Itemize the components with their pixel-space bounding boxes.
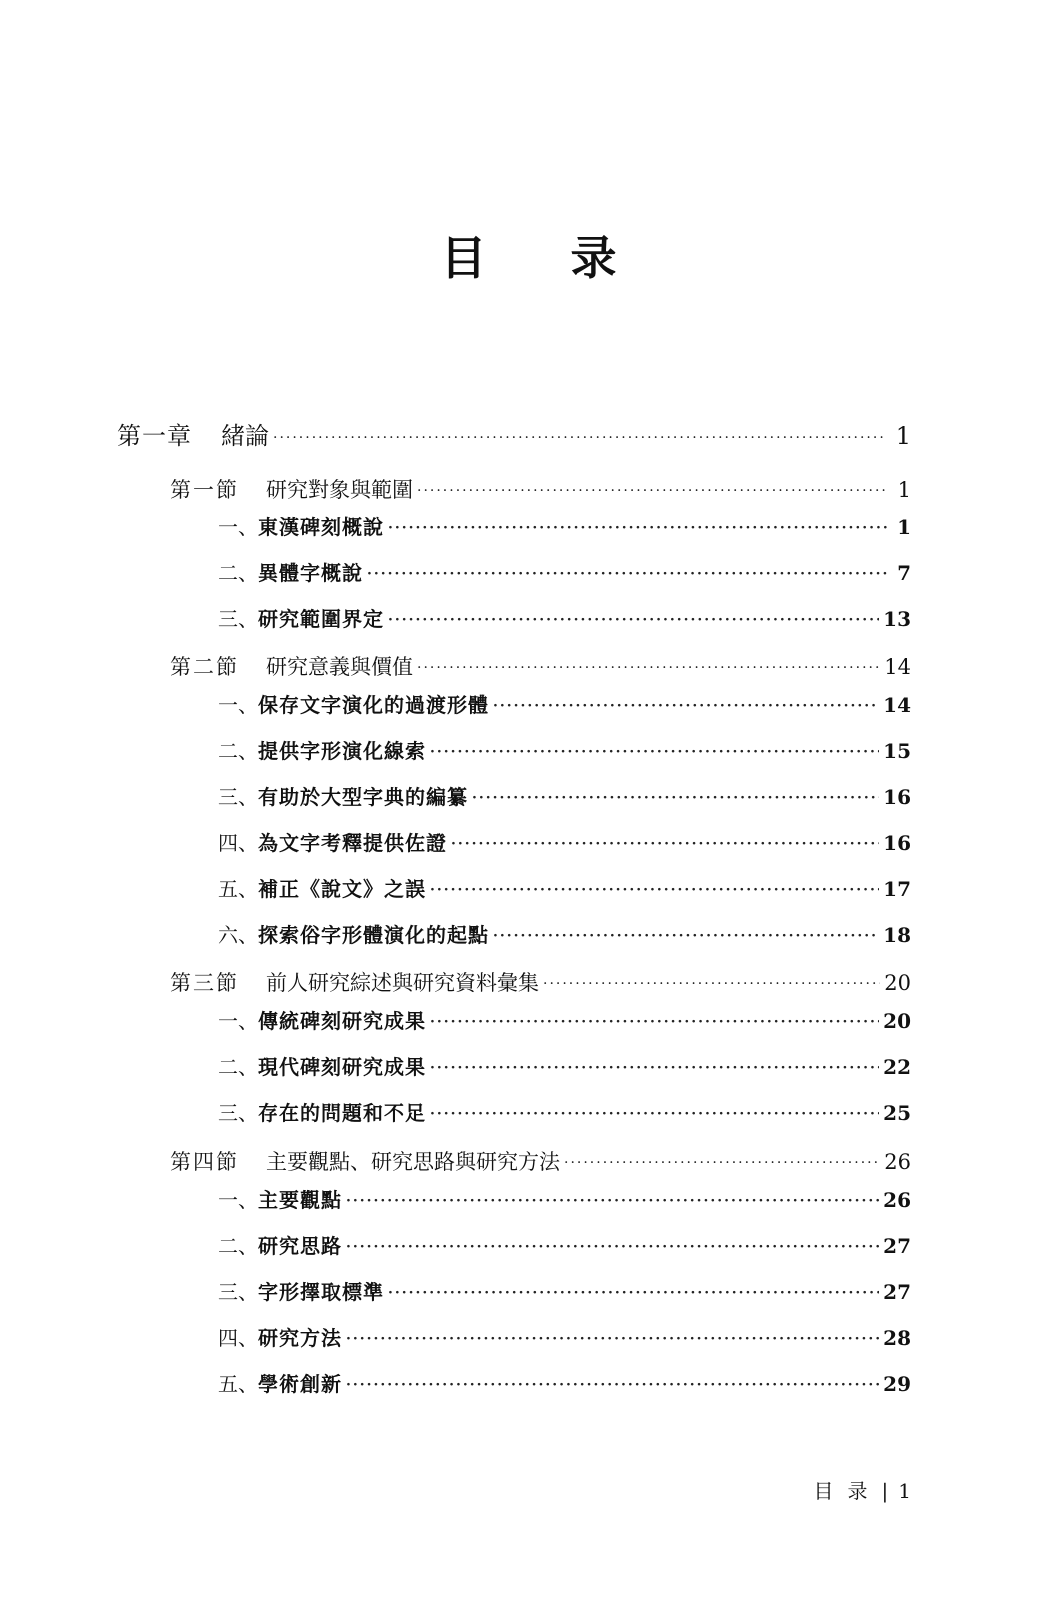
dot-leader	[346, 1184, 879, 1218]
dot-leader	[346, 1322, 879, 1356]
toc-entry-page: 16	[883, 831, 911, 855]
toc-entry-page: 26	[883, 1188, 911, 1212]
toc-entry-item[interactable]	[218, 1004, 911, 1038]
dot-leader	[273, 421, 887, 455]
toc-entry-number: 三、	[218, 785, 258, 809]
toc-entry-item[interactable]	[218, 1050, 911, 1084]
toc-entry-item[interactable]	[218, 556, 911, 590]
toc-entry-number: 一、	[218, 515, 258, 539]
toc-entry-title: 探索俗字形體演化的起點	[258, 923, 489, 947]
toc-entry-page: 27	[883, 1234, 911, 1258]
toc-entry-title: 補正《說文》之誤	[258, 877, 426, 901]
dot-leader	[388, 603, 879, 637]
dot-leader	[430, 873, 879, 907]
toc-entry-number: 二、	[218, 739, 258, 763]
toc-entry-item[interactable]	[218, 1275, 911, 1309]
toc-entry-title: 現代碑刻研究成果	[258, 1055, 426, 1079]
toc-entry-number: 第一章	[117, 422, 192, 450]
toc-entry-item[interactable]	[218, 1096, 911, 1130]
toc-entry-page: 14	[884, 655, 911, 679]
toc-entry-number: 三、	[218, 1101, 258, 1125]
toc-entry-number: 第二節	[170, 655, 239, 679]
toc-entry-section-1[interactable]	[170, 473, 911, 507]
page-title: 目 录	[440, 231, 651, 285]
dot-leader	[388, 511, 887, 545]
dot-leader	[417, 651, 880, 685]
dot-leader	[564, 1146, 880, 1180]
toc-entry-number: 第四節	[170, 1150, 239, 1174]
toc-entry-title: 研究思路	[258, 1234, 342, 1258]
toc-entry-item[interactable]	[218, 510, 911, 544]
toc-entry-page: 25	[883, 1101, 911, 1125]
toc-entry-title: 保存文字演化的過渡形體	[258, 693, 489, 717]
toc-entry-number: 三、	[218, 607, 258, 631]
toc-entry-item[interactable]	[218, 688, 911, 722]
toc-entry-item[interactable]	[218, 1183, 911, 1217]
toc-entry-title: 研究範圍界定	[258, 607, 384, 631]
toc-entry-number: 六、	[218, 923, 258, 947]
toc-entry-item[interactable]	[218, 602, 911, 636]
toc-entry-title: 學術創新	[258, 1372, 342, 1396]
toc-entry-number: 第一節	[170, 478, 239, 502]
toc-entry-page: 29	[883, 1372, 911, 1396]
dot-leader	[367, 557, 887, 591]
dot-leader	[472, 781, 879, 815]
footer-separator: |	[881, 1479, 889, 1503]
toc-entry-page: 16	[883, 785, 911, 809]
toc-entry-page: 27	[883, 1280, 911, 1304]
toc-entry-page: 22	[883, 1055, 911, 1079]
toc-entry-number: 一、	[218, 1009, 258, 1033]
dot-leader	[388, 1276, 879, 1310]
toc-entry-item[interactable]	[218, 780, 911, 814]
toc-entry-title: 存在的問題和不足	[258, 1101, 426, 1125]
toc-entry-number: 一、	[218, 1188, 258, 1212]
toc-entry-page: 1	[897, 478, 911, 502]
toc-entry-page: 15	[883, 739, 911, 763]
toc-entry-page: 7	[897, 561, 911, 585]
toc-entry-item[interactable]	[218, 734, 911, 768]
toc-entry-title: 研究對象與範圍	[266, 478, 413, 502]
toc-entry-chapter-1[interactable]	[117, 419, 911, 453]
toc-entry-number: 四、	[218, 831, 258, 855]
dot-leader	[493, 919, 879, 953]
toc-entry-page: 14	[883, 693, 911, 717]
dot-leader	[346, 1368, 879, 1402]
toc-entry-title: 異體字概說	[258, 561, 363, 585]
toc-entry-page: 20	[884, 971, 911, 995]
dot-leader	[451, 827, 879, 861]
toc-entry-page: 1	[895, 422, 911, 450]
toc-entry-number: 二、	[218, 1055, 258, 1079]
toc-entry-title: 字形擇取標準	[258, 1280, 384, 1304]
toc-entry-number: 三、	[218, 1280, 258, 1304]
toc-entry-item[interactable]	[218, 1367, 911, 1401]
toc-entry-page: 26	[884, 1150, 911, 1174]
toc-entry-item[interactable]	[218, 1229, 911, 1263]
dot-leader	[346, 1230, 879, 1264]
dot-leader	[430, 1005, 879, 1039]
toc-entry-item[interactable]	[218, 1321, 911, 1355]
toc-entry-number: 二、	[218, 561, 258, 585]
toc-entry-item[interactable]	[218, 872, 911, 906]
toc-entry-number: 一、	[218, 693, 258, 717]
toc-entry-page: 20	[883, 1009, 911, 1033]
toc-entry-page: 17	[883, 877, 911, 901]
toc-entry-item[interactable]	[218, 918, 911, 952]
toc-entry-title: 有助於大型字典的編纂	[258, 785, 468, 809]
toc-entry-title: 為文字考釋提供佐證	[258, 831, 447, 855]
toc-entry-page: 28	[883, 1326, 911, 1350]
footer-page-number: 1	[898, 1479, 911, 1503]
dot-leader	[430, 1097, 879, 1131]
toc-entry-page: 13	[883, 607, 911, 631]
toc-entry-number: 二、	[218, 1234, 258, 1258]
toc-entry-title: 主要觀點、研究思路與研究方法	[266, 1150, 560, 1174]
toc-entry-page: 1	[897, 515, 911, 539]
toc-entry-title: 提供字形演化線索	[258, 739, 426, 763]
page-footer	[814, 1474, 911, 1508]
toc-entry-title: 前人研究綜述與研究資料彙集	[266, 971, 539, 995]
toc-entry-title: 緒論	[221, 422, 269, 450]
footer-label: 目录	[813, 1479, 882, 1503]
dot-leader	[543, 967, 880, 1001]
toc-entry-section-3[interactable]	[170, 966, 911, 1000]
toc-entry-item[interactable]	[218, 826, 911, 860]
dot-leader	[417, 474, 887, 508]
toc-entry-section-2[interactable]	[170, 650, 911, 684]
toc-entry-section-4[interactable]	[170, 1145, 911, 1179]
toc-entry-number: 四、	[218, 1326, 258, 1350]
dot-leader	[430, 1051, 879, 1085]
dot-leader	[493, 689, 879, 723]
toc-entry-title: 研究方法	[258, 1326, 342, 1350]
toc-entry-page: 18	[883, 923, 911, 947]
toc-entry-title: 研究意義與價值	[266, 655, 413, 679]
toc-entry-title: 東漢碑刻概說	[258, 515, 384, 539]
toc-entry-title: 主要觀點	[258, 1188, 342, 1212]
toc-entry-number: 五、	[218, 877, 258, 901]
dot-leader	[430, 735, 879, 769]
toc-entry-number: 第三節	[170, 971, 239, 995]
toc-entry-title: 傳統碑刻研究成果	[258, 1009, 426, 1033]
toc-entry-number: 五、	[218, 1372, 258, 1396]
